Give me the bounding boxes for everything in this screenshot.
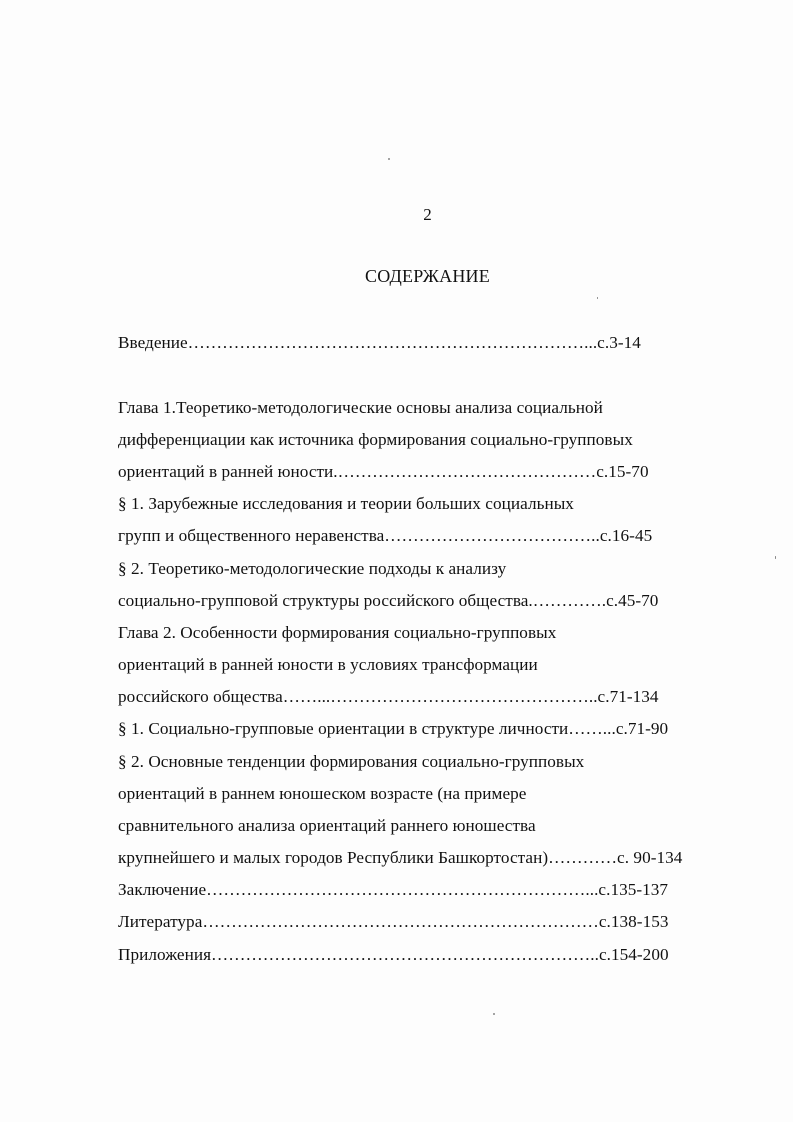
toc-entry-ch1-section-1-line-2: групп и общественного неравенства………………………………..с.16-45 (118, 526, 653, 545)
scan-speck (388, 158, 390, 160)
toc-entry-chapter-1-line-3: ориентаций в ранней юности.………………………………………с.15-70 (118, 462, 649, 481)
toc-entry-introduction: Введение……………………………………………………………...с.3-14 (118, 333, 641, 352)
toc-entry-chapter-2-line-3: российского общества……...………………………………………..с.71-134 (118, 687, 659, 706)
toc-entry-ch2-section-2-line-1: § 2. Основные тенденции формирования социально-групповых (118, 752, 585, 771)
toc-entry-chapter-2-line-2: ориентаций в ранней юности в условиях трансформации (118, 655, 538, 674)
scan-speck (775, 556, 776, 559)
toc-entry-chapter-1-line-1: Глава 1.Теоретико-методологические основы анализа социальной (118, 398, 603, 417)
toc-entry-literature: Литература……………………………………………………………с.138-153 (118, 912, 669, 931)
toc-entry-ch2-section-1: § 1. Социально-групповые ориентации в структуре личности……...с.71-90 (118, 719, 669, 738)
toc-entry-appendices: Приложения…………………………………………………………..с.154-200 (118, 945, 669, 964)
toc-entry-ch1-section-2-line-1: § 2. Теоретико-методологические подходы к анализу (118, 559, 507, 578)
page-number: 2 (423, 205, 432, 224)
toc-entry-ch1-section-1-line-1: § 1. Зарубежные исследования и теории больших социальных (118, 494, 574, 513)
scan-speck (597, 297, 598, 299)
toc-title: СОДЕРЖАНИЕ (365, 266, 490, 286)
toc-entry-ch2-section-2-line-2: ориентаций в раннем юношеском возрасте (на примере (118, 784, 527, 803)
scan-speck (493, 1013, 495, 1015)
toc-entry-conclusion: Заключение…………………………………………………………...с.135-137 (118, 880, 669, 899)
toc-entry-chapter-1-line-2: дифференциации как источника формирования социально-групповых (118, 430, 633, 449)
toc-entry-chapter-2-line-1: Глава 2. Особенности формирования социально-групповых (118, 623, 557, 642)
toc-entry-ch2-section-2-line-3: сравнительного анализа ориентаций раннего юношества (118, 816, 536, 835)
toc-entry-ch1-section-2-line-2: социально-групповой структуры российского общества.………….с.45-70 (118, 591, 659, 610)
toc-entry-ch2-section-2-line-4: крупнейшего и малых городов Республики Башкортостан)…………с. 90-134 (118, 848, 683, 867)
